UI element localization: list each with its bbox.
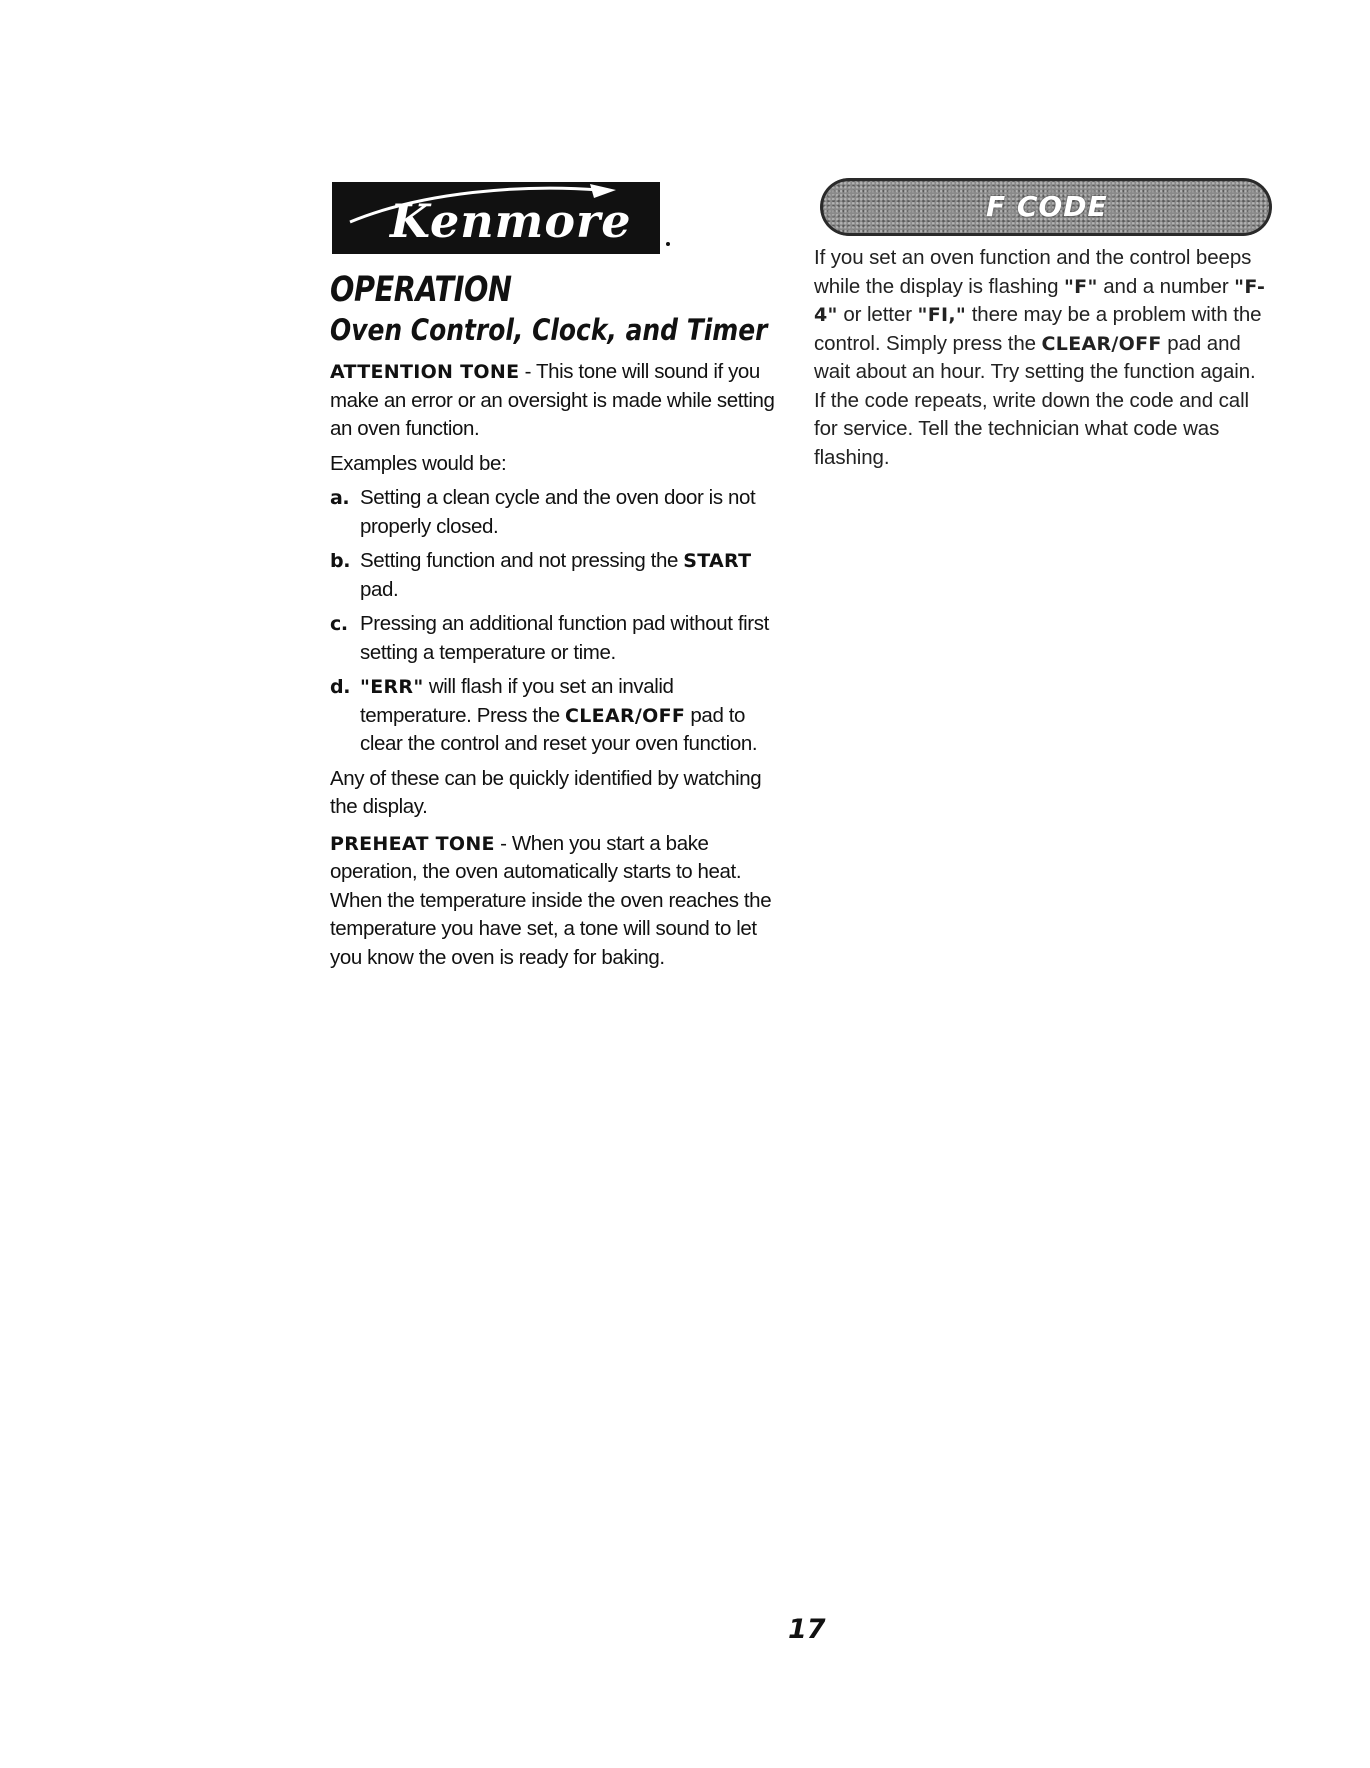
operation-body — [330, 358, 790, 972]
page-number: 17 — [788, 1614, 826, 1645]
f-code-text: or letter — [837, 303, 918, 326]
f-code-paragraph — [814, 244, 1272, 472]
list-item — [330, 547, 790, 604]
examples-summary: Any of these can be quickly identified by watching the display. — [330, 766, 762, 818]
preheat-tone-label: PREHEAT TONE — [330, 832, 495, 855]
preheat-tone-paragraph — [330, 830, 790, 973]
f-code-text: pad and wait about an hour. Try setting the function again. If the code repeats, write down the code and call for service. Tell the technician what code was flashing. — [814, 331, 1256, 469]
list-marker: d. — [330, 676, 351, 698]
clear-off-pad-label: CLEAR/OFF — [565, 704, 686, 727]
f-code-fi: "FI," — [917, 304, 967, 326]
list-item — [330, 673, 790, 759]
f-code-banner-label: F CODE — [986, 190, 1108, 223]
list-text: Setting function and not pressing the — [360, 549, 684, 572]
attention-tone-label: ATTENTION TONE — [330, 361, 520, 383]
preheat-tone-text: - When you start a bake operation, the oven automatically starts to heat. When the temperature inside the oven reaches the temperature you have set, a tone will sound to let you know the oven is ready for baking. — [330, 831, 772, 969]
f-code-f4: "F-4" — [814, 275, 1266, 326]
attention-tone-text: - This tone will sound if you make an error or an oversight is made while setting an oven function. — [330, 360, 775, 440]
list-marker: a. — [330, 487, 350, 509]
examples-list — [330, 484, 790, 759]
err-code-label: "ERR" — [360, 676, 424, 698]
list-item — [330, 484, 790, 541]
list-text-end: pad. — [360, 577, 399, 601]
logo-text: Kenmore — [390, 194, 632, 248]
list-text: Setting a clean cycle and the oven door is not properly closed. — [360, 486, 756, 538]
logo-registered-dot — [666, 242, 670, 246]
examples-intro: Examples would be: — [330, 451, 507, 475]
f-code-banner — [820, 178, 1272, 236]
f-code-f: "F" — [1063, 275, 1098, 298]
list-text-end: pad to clear the control and reset your oven function. — [360, 703, 758, 755]
list-text: Pressing an additional function pad without first setting a temperature or time. — [360, 612, 769, 664]
section-subtitle: Oven Control, Clock, and Timer — [330, 313, 768, 347]
list-text: will flash if you set an invalid temperature. Press the — [360, 675, 674, 727]
left-column — [330, 182, 790, 972]
right-column — [814, 178, 1272, 472]
kenmore-logo — [332, 182, 660, 254]
attention-tone-paragraph — [330, 358, 790, 444]
list-marker: c. — [330, 613, 348, 635]
f-code-text: If you set an oven function and the control beeps while the display is flashing — [814, 246, 1252, 298]
list-item — [330, 610, 790, 667]
start-pad-label: START — [683, 550, 752, 572]
section-title: OPERATION — [330, 270, 512, 310]
f-code-clear-off: CLEAR/OFF — [1041, 332, 1162, 355]
list-marker: b. — [330, 550, 351, 572]
f-code-text: and a number — [1097, 274, 1235, 298]
f-code-text: there may be a problem with the control. Simply press the — [814, 303, 1262, 355]
